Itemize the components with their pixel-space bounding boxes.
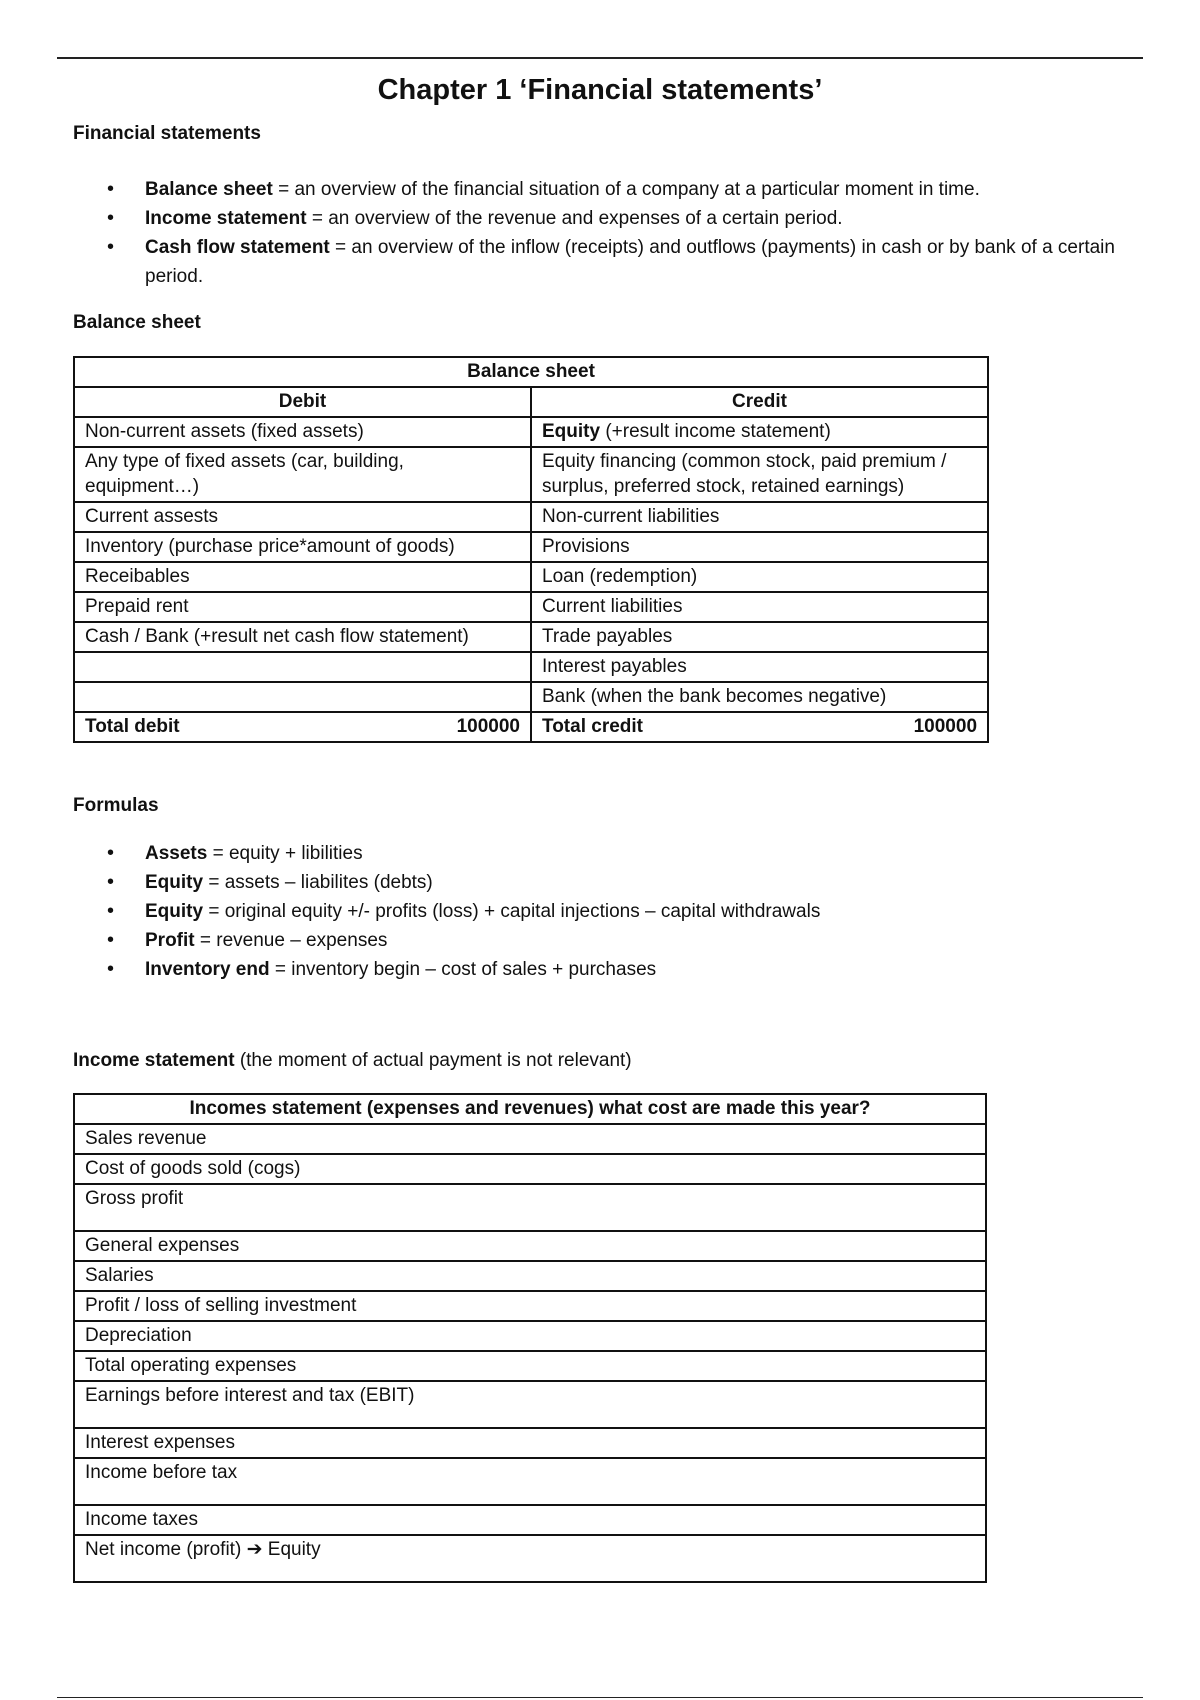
definition: = equity + libilities (207, 843, 363, 864)
table-row (74, 1535, 986, 1582)
table-cell: Interest payables (531, 652, 988, 682)
total-debit-cell (74, 712, 531, 742)
income-statement-table (73, 1093, 987, 1583)
table-cell: Non-current assets (fixed assets) (74, 417, 531, 447)
definition: = inventory begin – cost of sales + purchases (269, 959, 657, 980)
arrow-right-icon: ➔ (246, 1539, 263, 1560)
term: Profit (145, 930, 195, 951)
table-cell: Current assests (74, 502, 531, 532)
total-credit-cell (531, 712, 988, 742)
list-item (73, 868, 1123, 897)
table-row (74, 532, 988, 562)
table-row (74, 1094, 986, 1124)
table-cell: Income before tax (74, 1458, 986, 1505)
definition: = original equity +/- profits (loss) + capital injections – capital withdrawals (203, 901, 821, 922)
list-item (73, 175, 1123, 204)
definition: = revenue – expenses (194, 930, 388, 951)
table-cell: Cash / Bank (+result net cash flow statement) (74, 622, 531, 652)
list-item (73, 204, 1123, 233)
definition: = an overview of the financial situation of a company at a particular moment in time. (272, 179, 980, 200)
table-cell: Any type of fixed assets (car, building, equipment…) (74, 447, 531, 502)
heading-term: Income statement (73, 1050, 235, 1071)
table-row (74, 682, 988, 712)
term: Equity (145, 901, 204, 922)
total-debit-value: 100000 (456, 716, 520, 737)
table-cell: Non-current liabilities (531, 502, 988, 532)
table-cell: Interest expenses (74, 1428, 986, 1458)
net-income-label: Net income (profit) (85, 1539, 242, 1560)
equity-label: Equity (267, 1539, 321, 1560)
balance-sheet-table (73, 356, 989, 743)
table-row (74, 592, 988, 622)
table-cell: Prepaid rent (74, 592, 531, 622)
table-title: Balance sheet (74, 357, 988, 387)
page-title: Chapter 1 ‘Financial statements’ (377, 74, 823, 106)
table-row (74, 622, 988, 652)
table-cell: Sales revenue (74, 1124, 986, 1154)
table-cell: Trade payables (531, 622, 988, 652)
table-cell: Profit / loss of selling investment (74, 1291, 986, 1321)
bottom-rule (57, 1697, 1143, 1698)
term: Balance sheet (145, 179, 273, 200)
income-statement-heading (73, 1050, 632, 1072)
table-cell-empty (74, 652, 531, 682)
table-row (74, 1154, 986, 1184)
table-cell: Loan (redemption) (531, 562, 988, 592)
heading-note: (the moment of actual payment is not relevant) (234, 1050, 632, 1071)
table-row (74, 1261, 986, 1291)
table-row (74, 387, 988, 417)
definition: = an overview of the revenue and expenses of a certain period. (306, 208, 843, 229)
definition: = assets – liabilites (debts) (203, 872, 433, 893)
term: Inventory end (145, 959, 270, 980)
list-item (73, 233, 1123, 291)
table-cell: Depreciation (74, 1321, 986, 1351)
table-row (74, 1291, 986, 1321)
table-cell: Gross profit (74, 1184, 986, 1231)
total-debit-label: Total debit (85, 716, 180, 737)
table-row (74, 1231, 986, 1261)
table-cell: Cost of goods sold (cogs) (74, 1154, 986, 1184)
table-cell: Earnings before interest and tax (EBIT) (74, 1381, 986, 1428)
term: Cash flow statement (145, 237, 330, 258)
cell-term: Equity (542, 421, 601, 442)
table-row (74, 1351, 986, 1381)
table-row (74, 447, 988, 502)
table-cell: Receibables (74, 562, 531, 592)
table-cell (74, 1535, 986, 1582)
table-row (74, 652, 988, 682)
formulas-list (73, 839, 1123, 984)
list-item (73, 926, 1123, 955)
table-row (74, 562, 988, 592)
table-cell: Bank (when the bank becomes negative) (531, 682, 988, 712)
table-cell: Income taxes (74, 1505, 986, 1535)
total-credit-label: Total credit (542, 716, 643, 737)
financial-statements-heading: Financial statements (73, 123, 261, 144)
credit-header: Credit (531, 387, 988, 417)
table-cell: Current liabilities (531, 592, 988, 622)
table-row (74, 1184, 986, 1231)
list-item (73, 955, 1123, 984)
table-row (74, 502, 988, 532)
debit-header: Debit (74, 387, 531, 417)
definition: = an overview of the inflow (receipts) and outflows (payments) in cash or by bank of a certain period. (145, 237, 1115, 287)
cell-text: (+result income statement) (600, 421, 831, 442)
financial-statements-list (73, 175, 1123, 291)
table-cell: Equity financing (common stock, paid premium / surplus, preferred stock, retained earnings) (531, 447, 988, 502)
table-row (74, 1381, 986, 1428)
table-row (74, 1505, 986, 1535)
balance-sheet-heading: Balance sheet (73, 312, 201, 333)
table-cell: Total operating expenses (74, 1351, 986, 1381)
table-cell: General expenses (74, 1231, 986, 1261)
table-cell-empty (74, 682, 531, 712)
table-row (74, 1428, 986, 1458)
table-row (74, 417, 988, 447)
top-rule (57, 57, 1143, 59)
table-row (74, 712, 988, 742)
total-credit-value: 100000 (913, 716, 978, 737)
table-row (74, 357, 988, 387)
list-item (73, 839, 1123, 868)
table-row (74, 1458, 986, 1505)
list-item (73, 897, 1123, 926)
table-title: Incomes statement (expenses and revenues) what cost are made this year? (74, 1094, 986, 1124)
table-cell: Provisions (531, 532, 988, 562)
table-cell: Salaries (74, 1261, 986, 1291)
term: Income statement (145, 208, 307, 229)
term: Equity (145, 872, 204, 893)
formulas-heading: Formulas (73, 795, 159, 816)
table-row (74, 1321, 986, 1351)
term: Assets (145, 843, 208, 864)
table-cell (531, 417, 988, 447)
table-cell: Inventory (purchase price*amount of goods) (74, 532, 531, 562)
table-row (74, 1124, 986, 1154)
